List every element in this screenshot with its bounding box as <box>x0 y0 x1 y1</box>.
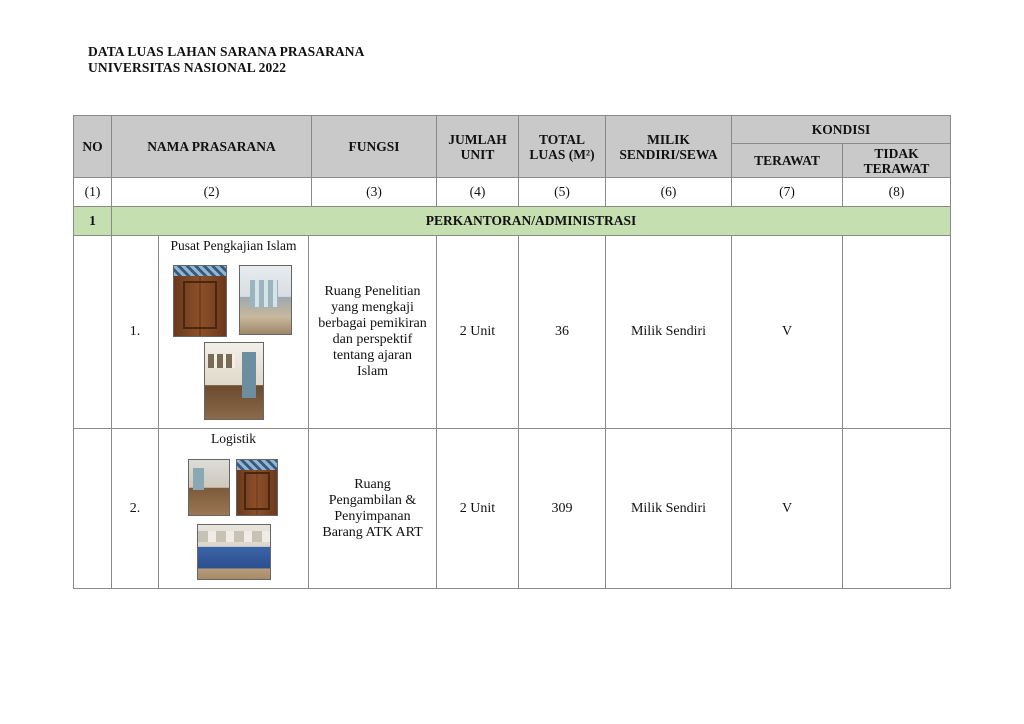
row-1-jumlah: 2 Unit <box>436 235 519 429</box>
row-1-fungsi: Ruang Penelitian yang mengkaji berbagai pemikiran dan perspektif tentang ajaran Islam <box>308 235 437 429</box>
row-2-tidak-terawat <box>842 428 951 589</box>
title-line-1: DATA LUAS LAHAN SARANA PRASARANA <box>88 44 365 59</box>
col-number-5: (5) <box>518 177 606 207</box>
row-1-tidak-terawat <box>842 235 951 429</box>
row-1-milik: Milik Sendiri <box>605 235 732 429</box>
photo-door <box>173 265 227 337</box>
col-number-2: (2) <box>111 177 312 207</box>
header-milik: MILIK SENDIRI/SEWA <box>605 115 732 178</box>
row-2-blank <box>73 428 112 589</box>
row-2-fungsi: Ruang Pengambilan & Penyimpanan Barang ATK ART <box>308 428 437 589</box>
header-jumlah-unit: JUMLAH UNIT <box>436 115 519 178</box>
row-2-no: 2. <box>111 428 159 589</box>
col-number-1: (1) <box>73 177 112 207</box>
row-2-terawat: V <box>731 428 843 589</box>
col-number-6: (6) <box>605 177 732 207</box>
row-2-nama <box>158 428 309 589</box>
header-fungsi: FUNGSI <box>311 115 437 178</box>
header-kondisi: KONDISI <box>731 115 951 144</box>
row-1-nama-label: Pusat Pengkajian Islam <box>170 238 297 253</box>
col-number-4: (4) <box>436 177 519 207</box>
photo-desk <box>188 459 230 516</box>
document-title <box>88 44 364 76</box>
photo-room <box>204 342 264 420</box>
header-total-luas: TOTAL LUAS (M²) <box>518 115 606 178</box>
header-tidak-terawat: TIDAK TERAWAT <box>842 143 951 178</box>
col-number-3: (3) <box>311 177 437 207</box>
photo-office <box>239 265 292 335</box>
row-2-total: 309 <box>518 428 606 589</box>
row-1-no: 1. <box>111 235 159 429</box>
header-terawat: TERAWAT <box>731 143 843 178</box>
row-2-nama-label: Logistik <box>210 431 256 446</box>
header-no: NO <box>73 115 112 178</box>
title-line-2: UNIVERSITAS NASIONAL 2022 <box>88 60 287 75</box>
row-1-terawat: V <box>731 235 843 429</box>
col-number-8: (8) <box>842 177 951 207</box>
photo-storage-room <box>197 524 271 580</box>
header-nama-prasarana: NAMA PRASARANA <box>111 115 312 178</box>
row-1-blank <box>73 235 112 429</box>
row-1-nama <box>158 235 309 429</box>
photo-door-2 <box>236 459 278 516</box>
row-2-milik: Milik Sendiri <box>605 428 732 589</box>
section-label: PERKANTORAN/ADMINISTRASI <box>111 206 951 236</box>
row-1-total: 36 <box>518 235 606 429</box>
row-2-jumlah: 2 Unit <box>436 428 519 589</box>
section-number: 1 <box>73 206 112 236</box>
col-number-7: (7) <box>731 177 843 207</box>
